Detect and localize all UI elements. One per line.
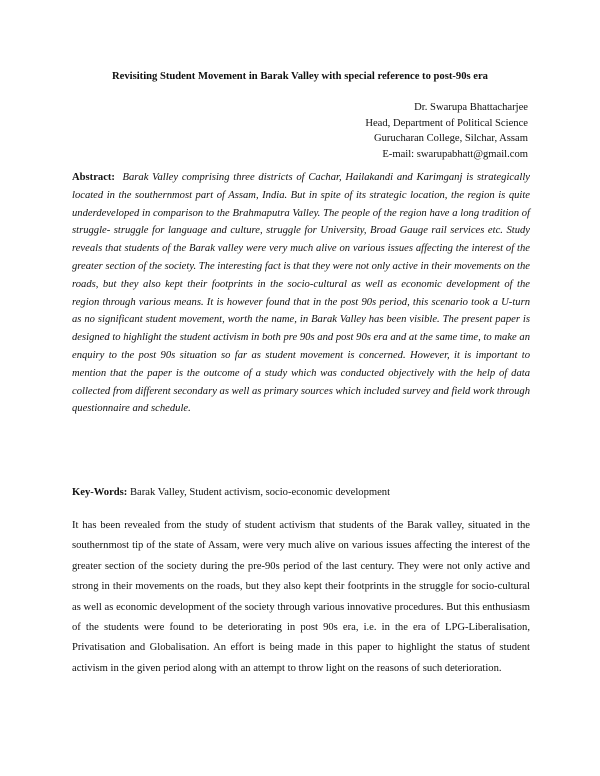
author-name: Dr. Swarupa Bhattacharjee (414, 102, 528, 113)
abstract (72, 169, 530, 418)
paper-title: Revisiting Student Movement in Barak Valley with special reference to post-90s era (112, 71, 488, 82)
abstract-label: Abstract (72, 172, 112, 183)
author-email: E-mail: swarupabhatt@gmail.com (382, 148, 528, 160)
author-position: Head, Department of Political Science (365, 117, 528, 129)
abstract-text: Barak Valley comprising three districts of Cachar, Hailakandi and Karimganj is strategically located in the southernmost part of Assam, India. But in spite of its strategic location, the region is quite underdeveloped in comparison to the Brahmaputra Valley. The people of the region have a long tradition of struggle- struggle for language and culture, struggle for University, Broad Gauge rail services etc. Study reveals that students of the Barak valley were very much alive on various issues affecting the interest of the greater section of the society. The interesting fact is that they were not only active in their movements on the roads, but they also kept their footprints in the socio-cultural as well as economic development of the region through various means. It is however found that in the post 90s period, this scenario took a U-turn as no significant student movement, worth the name, in Barak Valley has been visible. The present paper is designed to highlight the student activism in both pre 90s and post 90s era and at the same time, to make an enquiry to the post 90s situation so far as student movement is concerned. However, it is important to mention that the paper is the outcome of a study which was conducted objectively with the help of data collected from different secondary as well as primary sources which included survey and field work through questionnaire and schedule. (72, 172, 530, 415)
keywords-separator: : (123, 487, 128, 498)
keywords-label: Key-Words (72, 487, 124, 498)
keywords-text: Barak Valley, Student activism, socio-economic development (129, 487, 391, 498)
author-institution: Gurucharan College, Silchar, Assam (373, 133, 528, 144)
abstract-separator: : (111, 172, 115, 183)
keywords (72, 486, 530, 500)
author-block (228, 100, 528, 162)
body-paragraph: It has been revealed from the study of student activism that students of the Barak valley, situated in the southernmost tip of the state of Assam, were very much alive on various issues affecting the interest of the greater section of the society during the pre-90s period of the last century. They were not only active and strong in their movements on the roads, but they also kept their footprints in the struggle for socio-cultural as well as economic development of the society through various innovative procedures. But this enthusiasm of the students were found to be deteriorating in post 90s era, i.e. in the era of LPG-Liberalisation, Privatisation and Globalisation. An effort is being made in this paper to highlight the status of student activism in the given period along with an attempt to throw light on the reasons of such deterioration. (72, 520, 530, 674)
